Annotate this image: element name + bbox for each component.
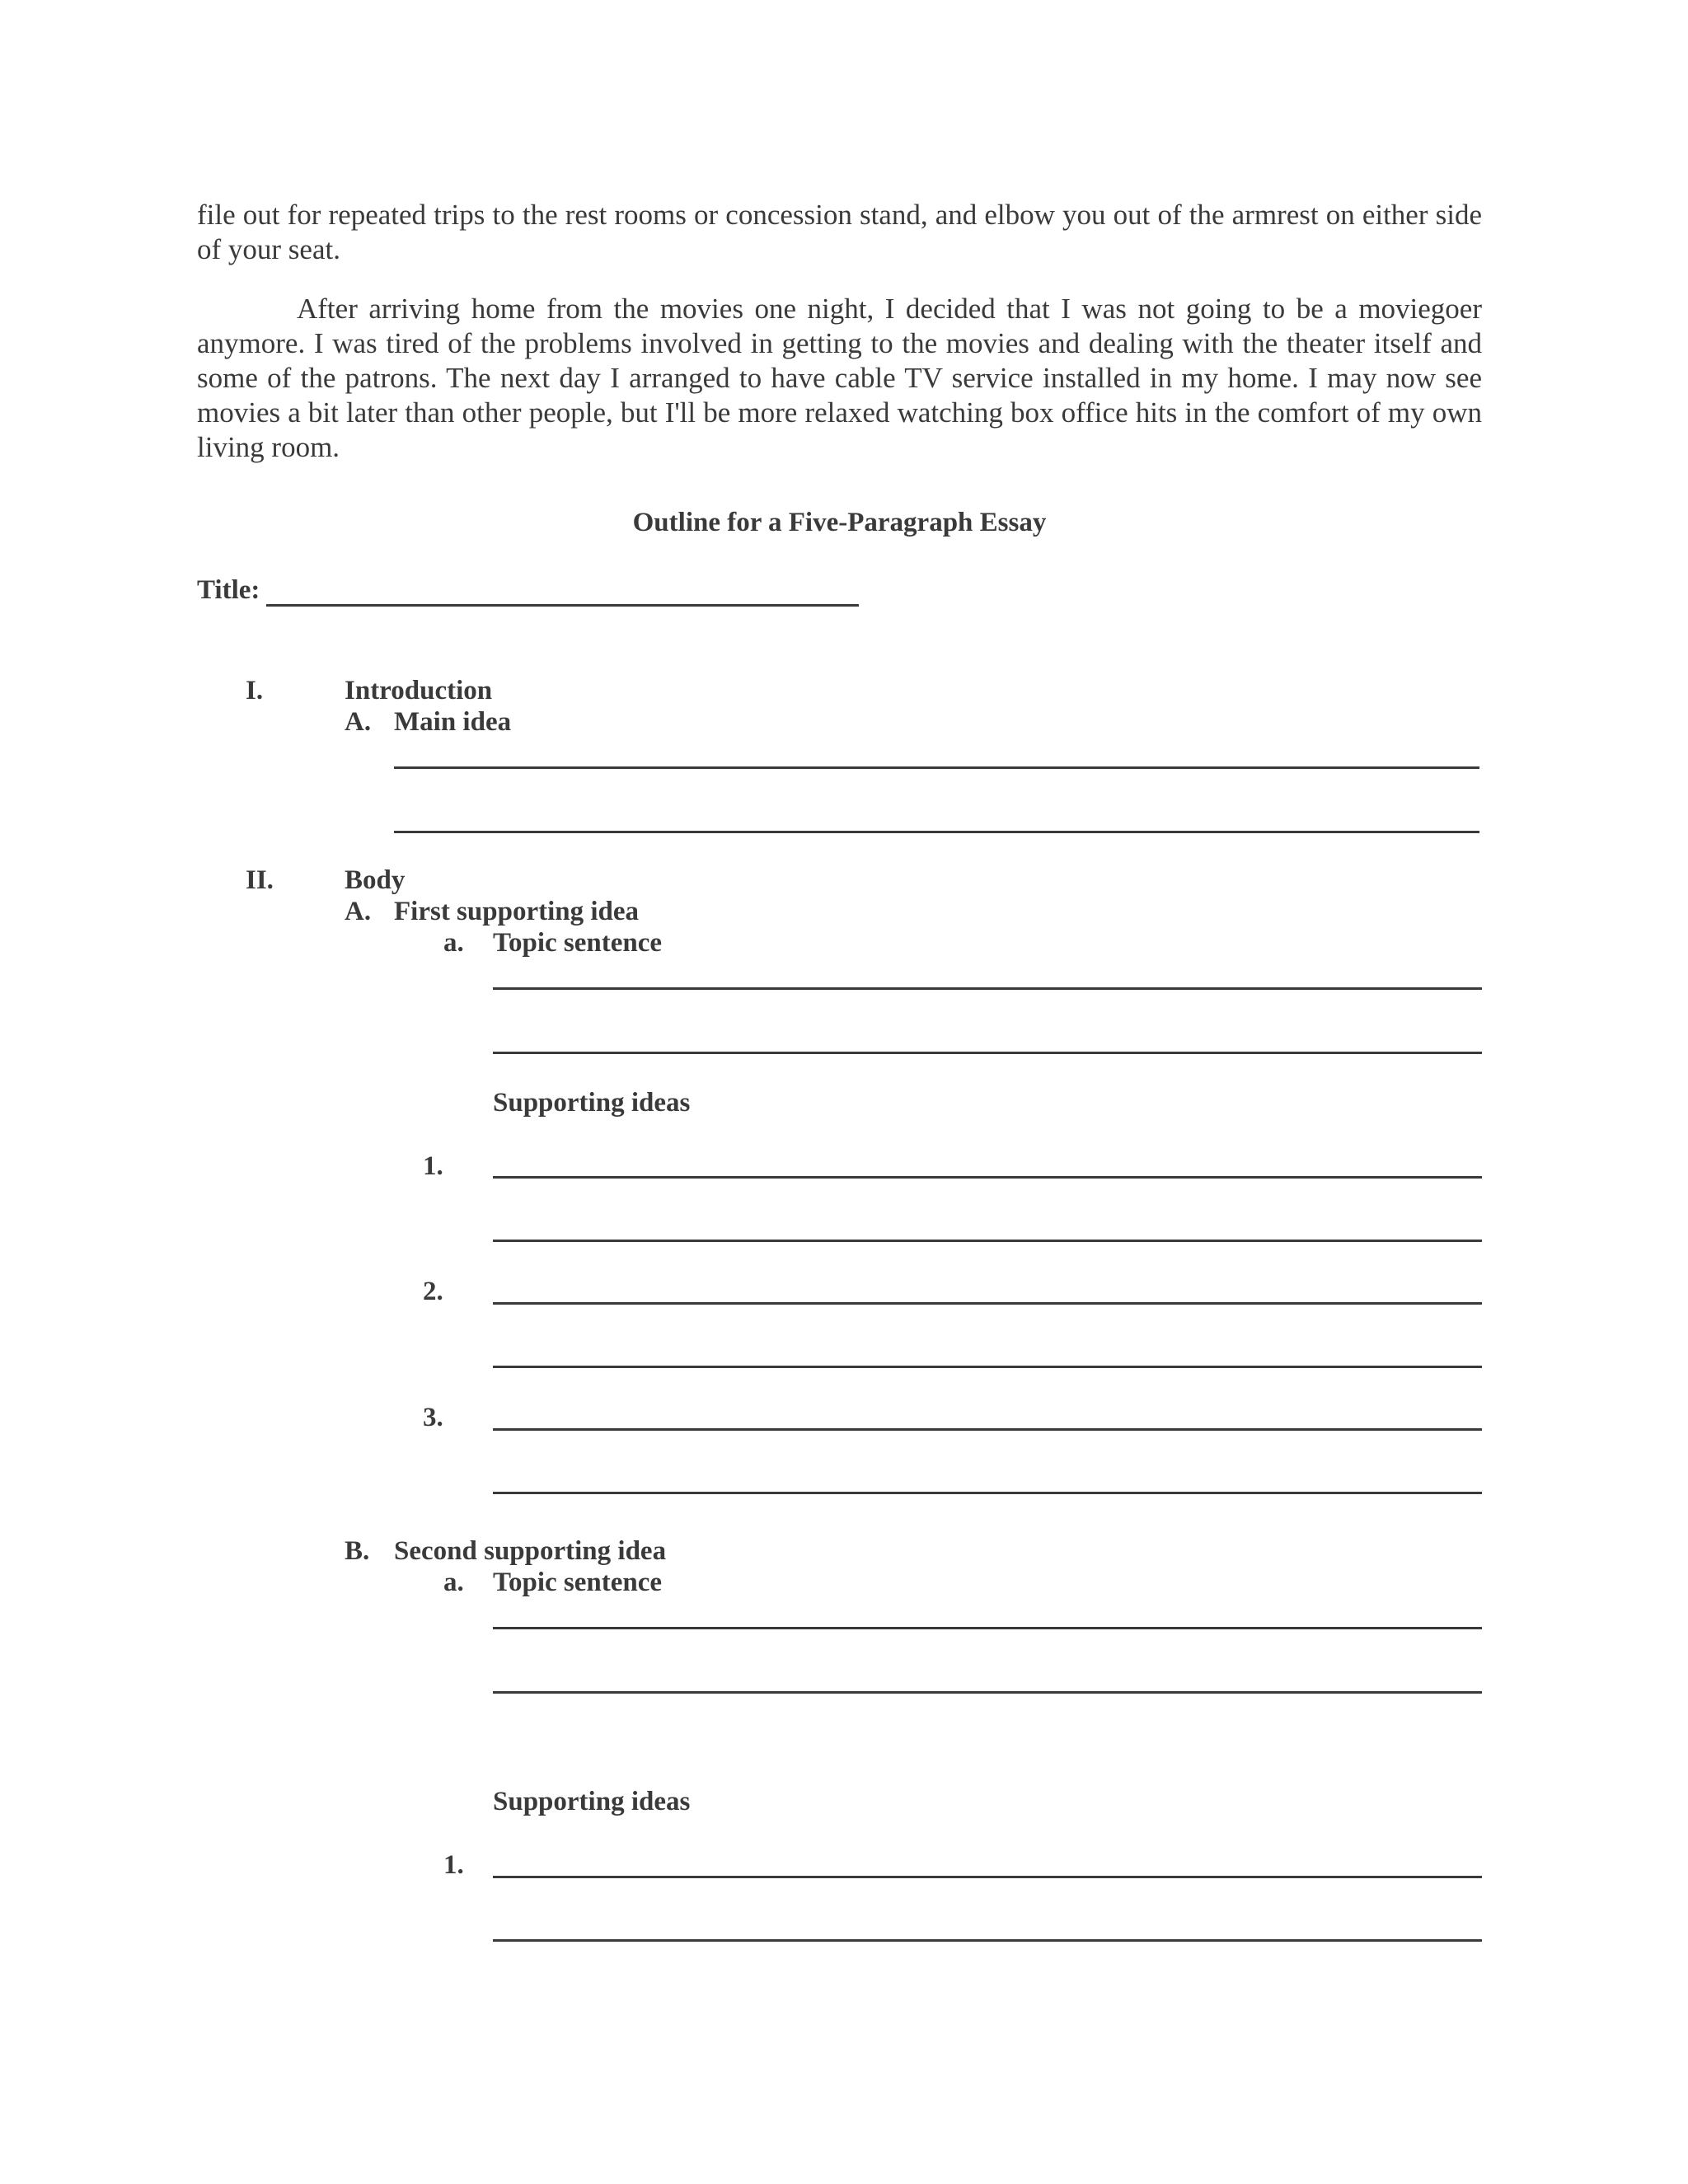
main-idea-line-2[interactable] [394,831,1479,833]
main-idea-line-1[interactable] [394,766,1479,769]
second-supporting-idea-number-1: 1. [443,1850,464,1880]
first-supporting-idea-number-1: 1. [423,1151,443,1181]
body-item-a-label: First supporting idea [394,897,640,926]
second-supporting-ideas-label: Supporting ideas [493,1787,691,1816]
body-item-a-letter: A. [345,897,372,926]
paragraph-continuation: file out for repeated trips to the rest rooms or concession stand, and elbow you out of the armrest on either side of your seat. [197,199,1482,265]
first-supporting-idea-1-line-1[interactable] [493,1176,1482,1179]
paragraph-conclusion: After arriving home from the movies one night, I decided that I was not going to be a moviegoer anymore. I was tired of the problems involved in getting to the movies and dealing with the theater itself and some of the patrons. The next day I arranged to have cable TV service installed in my home. I may now see movies a bit later than other people, but I'll be more relaxed watching box office hits in the comfort of my own living room. [197,293,1482,463]
first-supporting-idea-3-line-1[interactable] [493,1428,1482,1431]
section-1-label: Introduction [345,676,493,705]
first-supporting-idea-2-line-2[interactable] [493,1366,1482,1368]
second-supporting-idea-1-line-2[interactable] [493,1939,1482,1942]
first-topic-sentence-line-1[interactable] [493,987,1482,990]
first-supporting-idea-3-line-2[interactable] [493,1492,1482,1494]
second-topic-sentence-line-2[interactable] [493,1691,1482,1694]
section-2-label: Body [345,865,406,895]
first-supporting-idea-1-line-2[interactable] [493,1240,1482,1242]
first-topic-sentence-line-2[interactable] [493,1052,1482,1054]
body-item-b-label: Second supporting idea [394,1536,667,1566]
second-supporting-idea-1-line-1[interactable] [493,1876,1482,1878]
first-supporting-idea-2-line-1[interactable] [493,1302,1482,1305]
first-supporting-idea-number-3: 3. [423,1403,443,1432]
body-item-a-sub-a-label: Topic sentence [493,928,663,958]
title-label: Title: [197,575,260,605]
section-2-numeral: II. [246,865,274,895]
section-1-item-a-letter: A. [345,707,372,737]
body-item-a-sub-a-letter: a. [443,928,464,958]
section-1-item-a-label: Main idea [394,707,512,737]
section-1-numeral: I. [246,676,264,705]
first-supporting-idea-number-2: 2. [423,1277,443,1306]
body-item-b-sub-a-letter: a. [443,1568,464,1597]
body-item-b-letter: B. [345,1536,370,1566]
second-topic-sentence-line-1[interactable] [493,1627,1482,1629]
first-supporting-ideas-label: Supporting ideas [493,1088,691,1118]
body-item-b-sub-a-label: Topic sentence [493,1568,663,1597]
title-blank-line[interactable] [266,604,859,607]
outline-heading: Outline for a Five-Paragraph Essay [632,508,1047,537]
